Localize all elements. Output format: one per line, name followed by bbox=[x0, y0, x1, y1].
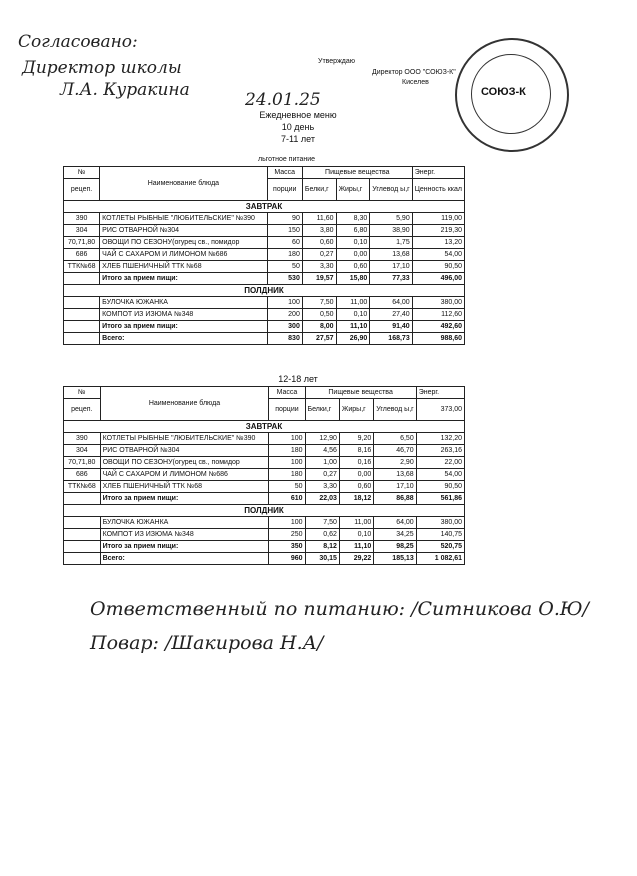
cell-m: 100 bbox=[269, 517, 305, 529]
cell-m: 180 bbox=[267, 249, 302, 261]
cell-n: ОВОЩИ ПО СЕЗОНУ(огурец св., помидор bbox=[100, 237, 267, 249]
cell-r: ТТК№68 bbox=[64, 261, 100, 273]
table-row-total: Итого за прием пищи: 610 22,03 18,12 86,88 561,86 bbox=[64, 493, 465, 505]
cell-n: БУЛОЧКА ЮЖАНКА bbox=[100, 517, 269, 529]
cell-e: 22,00 bbox=[416, 457, 464, 469]
table-row bbox=[64, 445, 465, 457]
cell-n: ЧАЙ С САХАРОМ И ЛИМОНОМ №686 bbox=[100, 249, 267, 261]
menu-age-1: 7-11 лет bbox=[281, 134, 315, 144]
cell-u: 6,50 bbox=[374, 433, 416, 445]
cell-u: 17,10 bbox=[374, 481, 416, 493]
cell-m: 60 bbox=[267, 237, 302, 249]
menu-subtitle: льготное питание bbox=[258, 156, 316, 163]
cell-n: ОВОЩИ ПО СЕЗОНУ(огурец св., помидор bbox=[100, 457, 269, 469]
approval-line-1: Согласовано: bbox=[18, 32, 138, 52]
cell-r: 70,71,80 bbox=[64, 237, 100, 249]
cell-u: 13,68 bbox=[374, 469, 416, 481]
cell-n: КОТЛЕТЫ РЫБНЫЕ "ЛЮБИТЕЛЬСКИЕ" №390 bbox=[100, 213, 267, 225]
cell-b: 0,27 bbox=[305, 469, 339, 481]
hdr-energy-value: Ценность ккал bbox=[412, 179, 464, 201]
cell-e: 119,00 bbox=[412, 213, 464, 225]
cell-m: 200 bbox=[267, 309, 302, 321]
menu-day: 10 день bbox=[281, 122, 315, 132]
hdr-protein: Белки,г bbox=[305, 399, 339, 421]
table-row bbox=[64, 237, 465, 249]
table-row-total: Итого за прием пищи: 350 8,12 11,10 98,25 520,75 bbox=[64, 541, 465, 553]
menu-age-2: 12-18 лет bbox=[278, 374, 318, 384]
table-row bbox=[64, 309, 465, 321]
cell-n: КОМПОТ ИЗ ИЗЮМА №348 bbox=[100, 309, 267, 321]
cell-e: 263,16 bbox=[416, 445, 464, 457]
cell-r: 304 bbox=[64, 225, 100, 237]
hdr-nutrients: Пищевые вещества bbox=[302, 167, 412, 179]
cell-u: 64,00 bbox=[370, 297, 412, 309]
cell-z: 0,00 bbox=[336, 249, 370, 261]
table-row bbox=[64, 433, 465, 445]
cell-n: КОМПОТ ИЗ ИЗЮМА №348 bbox=[100, 529, 269, 541]
cell-z: 0,60 bbox=[336, 261, 370, 273]
cell-u: 13,68 bbox=[370, 249, 412, 261]
cell-z: 11,00 bbox=[336, 297, 370, 309]
cell-e: 380,00 bbox=[416, 517, 464, 529]
hdr-carbs: Углевод ы,г bbox=[374, 399, 416, 421]
cell-r bbox=[64, 517, 101, 529]
cell-r: 304 bbox=[64, 445, 101, 457]
cell-r bbox=[64, 529, 101, 541]
hdr-carbs: Углевод ы,г bbox=[370, 179, 412, 201]
stamp-label: СОЮЗ-К bbox=[481, 86, 526, 98]
cell-r: 70,71,80 bbox=[64, 457, 101, 469]
cell-e: 90,50 bbox=[412, 261, 464, 273]
approve-label: Утверждаю bbox=[318, 58, 355, 65]
section-breakfast: ЗАВТРАК bbox=[64, 421, 465, 433]
cell-n: ХЛЕБ ПШЕНИЧНЫЙ ТТК №68 bbox=[100, 261, 267, 273]
hdr-recipe: рецеп. bbox=[64, 179, 100, 201]
cell-b: 11,60 bbox=[302, 213, 336, 225]
hdr-dish: Наименование блюда bbox=[100, 387, 269, 421]
table-row bbox=[64, 249, 465, 261]
cell-e: 13,20 bbox=[412, 237, 464, 249]
cell-b: 4,56 bbox=[305, 445, 339, 457]
cell-n: ЧАЙ С САХАРОМ И ЛИМОНОМ №686 bbox=[100, 469, 269, 481]
company-stamp bbox=[455, 38, 569, 152]
cell-z: 0,00 bbox=[339, 469, 373, 481]
cell-m: 90 bbox=[267, 213, 302, 225]
table-row-grand-total: Всего: 960 30,15 29,22 185,13 1 082,61 bbox=[64, 553, 465, 565]
cell-z: 8,16 bbox=[339, 445, 373, 457]
section-snack: ПОЛДНИК bbox=[64, 285, 465, 297]
cell-m: 150 bbox=[267, 225, 302, 237]
cell-z: 9,20 bbox=[339, 433, 373, 445]
cell-u: 5,90 bbox=[370, 213, 412, 225]
hdr-fat: Жиры,г bbox=[339, 399, 373, 421]
hdr-protein: Белки,г bbox=[302, 179, 336, 201]
table-row bbox=[64, 261, 465, 273]
table-row bbox=[64, 517, 465, 529]
cell-e: 132,20 bbox=[416, 433, 464, 445]
cell-n: КОТЛЕТЫ РЫБНЫЕ "ЛЮБИТЕЛЬСКИЕ" №390 bbox=[100, 433, 269, 445]
hdr-portion: порции bbox=[267, 179, 302, 201]
menu-title: Ежедневное меню bbox=[259, 110, 337, 120]
table-row-total: Итого за прием пищи: 300 8,00 11,10 91,40 492,60 bbox=[64, 321, 465, 333]
cell-z: 11,00 bbox=[339, 517, 373, 529]
menu-date: 24.01.25 bbox=[245, 90, 321, 110]
cell-m: 250 bbox=[269, 529, 305, 541]
hdr-energy-value: 373,00 bbox=[416, 399, 464, 421]
cell-r: 686 bbox=[64, 249, 100, 261]
hdr-recipe: рецеп. bbox=[64, 399, 101, 421]
cell-b: 3,80 bbox=[302, 225, 336, 237]
table-row bbox=[64, 529, 465, 541]
table-row bbox=[64, 481, 465, 493]
cell-z: 0,16 bbox=[339, 457, 373, 469]
cell-m: 180 bbox=[269, 469, 305, 481]
table-row-total: Итого за прием пищи: 530 19,57 15,80 77,33 496,00 bbox=[64, 273, 465, 285]
table-row bbox=[64, 457, 465, 469]
cell-n: ХЛЕБ ПШЕНИЧНЫЙ ТТК №68 bbox=[100, 481, 269, 493]
table-row bbox=[64, 225, 465, 237]
cell-b: 12,90 bbox=[305, 433, 339, 445]
cell-m: 100 bbox=[269, 457, 305, 469]
cell-u: 27,40 bbox=[370, 309, 412, 321]
hdr-fat: Жиры,г bbox=[336, 179, 370, 201]
cell-u: 38,90 bbox=[370, 225, 412, 237]
cell-u: 2,90 bbox=[374, 457, 416, 469]
table-row bbox=[64, 213, 465, 225]
cell-z: 6,80 bbox=[336, 225, 370, 237]
menu-table-12-18 bbox=[63, 386, 465, 565]
cell-e: 140,75 bbox=[416, 529, 464, 541]
table-row-grand-total: Всего: 830 27,57 26,90 168,73 988,60 bbox=[64, 333, 465, 345]
cell-b: 0,62 bbox=[305, 529, 339, 541]
cell-b: 3,30 bbox=[305, 481, 339, 493]
cell-e: 219,30 bbox=[412, 225, 464, 237]
cell-z: 0,10 bbox=[336, 309, 370, 321]
cell-b: 7,50 bbox=[302, 297, 336, 309]
cell-b: 3,30 bbox=[302, 261, 336, 273]
section-breakfast: ЗАВТРАК bbox=[64, 201, 465, 213]
footer-cook: Повар: /Шакирова Н.А/ bbox=[90, 632, 324, 654]
cell-e: 90,50 bbox=[416, 481, 464, 493]
cell-m: 180 bbox=[269, 445, 305, 457]
cell-b: 7,50 bbox=[305, 517, 339, 529]
approve-director: Директор ООО "СОЮЗ-К" bbox=[372, 69, 456, 76]
section-snack: ПОЛДНИК bbox=[64, 505, 465, 517]
cell-m: 100 bbox=[269, 433, 305, 445]
approval-line-3: Л.А. Куракина bbox=[60, 80, 190, 100]
cell-u: 17,10 bbox=[370, 261, 412, 273]
footer-responsible: Ответственный по питанию: /Ситникова О.Ю/ bbox=[90, 598, 589, 620]
cell-e: 112,60 bbox=[412, 309, 464, 321]
cell-r bbox=[64, 297, 100, 309]
hdr-energy: Энерг. bbox=[416, 387, 464, 399]
cell-b: 0,60 bbox=[302, 237, 336, 249]
hdr-dish: Наименование блюда bbox=[100, 167, 267, 201]
hdr-no: № bbox=[64, 167, 100, 179]
hdr-portion: порции bbox=[269, 399, 305, 421]
cell-r: 686 bbox=[64, 469, 101, 481]
table-row bbox=[64, 297, 465, 309]
hdr-no: № bbox=[64, 387, 101, 399]
cell-b: 0,50 bbox=[302, 309, 336, 321]
cell-u: 46,70 bbox=[374, 445, 416, 457]
cell-u: 1,75 bbox=[370, 237, 412, 249]
cell-b: 0,27 bbox=[302, 249, 336, 261]
cell-z: 0,10 bbox=[336, 237, 370, 249]
cell-u: 34,25 bbox=[374, 529, 416, 541]
cell-n: РИС ОТВАРНОЙ №304 bbox=[100, 445, 269, 457]
menu-table-7-11 bbox=[63, 166, 465, 345]
approval-line-2: Директор школы bbox=[22, 58, 182, 78]
hdr-nutrients: Пищевые вещества bbox=[305, 387, 416, 399]
approve-name: Киселев bbox=[402, 79, 429, 86]
cell-r: 390 bbox=[64, 213, 100, 225]
cell-e: 380,00 bbox=[412, 297, 464, 309]
hdr-mass: Масса bbox=[269, 387, 305, 399]
hdr-energy: Энерг. bbox=[412, 167, 464, 179]
cell-n: БУЛОЧКА ЮЖАНКА bbox=[100, 297, 267, 309]
cell-r bbox=[64, 309, 100, 321]
table-row bbox=[64, 469, 465, 481]
hdr-mass: Масса bbox=[267, 167, 302, 179]
cell-m: 100 bbox=[267, 297, 302, 309]
cell-m: 50 bbox=[269, 481, 305, 493]
cell-b: 1,00 bbox=[305, 457, 339, 469]
cell-e: 54,00 bbox=[416, 469, 464, 481]
cell-u: 64,00 bbox=[374, 517, 416, 529]
cell-z: 8,30 bbox=[336, 213, 370, 225]
cell-z: 0,10 bbox=[339, 529, 373, 541]
cell-e: 54,00 bbox=[412, 249, 464, 261]
cell-m: 50 bbox=[267, 261, 302, 273]
cell-r: ТТК№68 bbox=[64, 481, 101, 493]
cell-z: 0,60 bbox=[339, 481, 373, 493]
cell-r: 390 bbox=[64, 433, 101, 445]
cell-n: РИС ОТВАРНОЙ №304 bbox=[100, 225, 267, 237]
